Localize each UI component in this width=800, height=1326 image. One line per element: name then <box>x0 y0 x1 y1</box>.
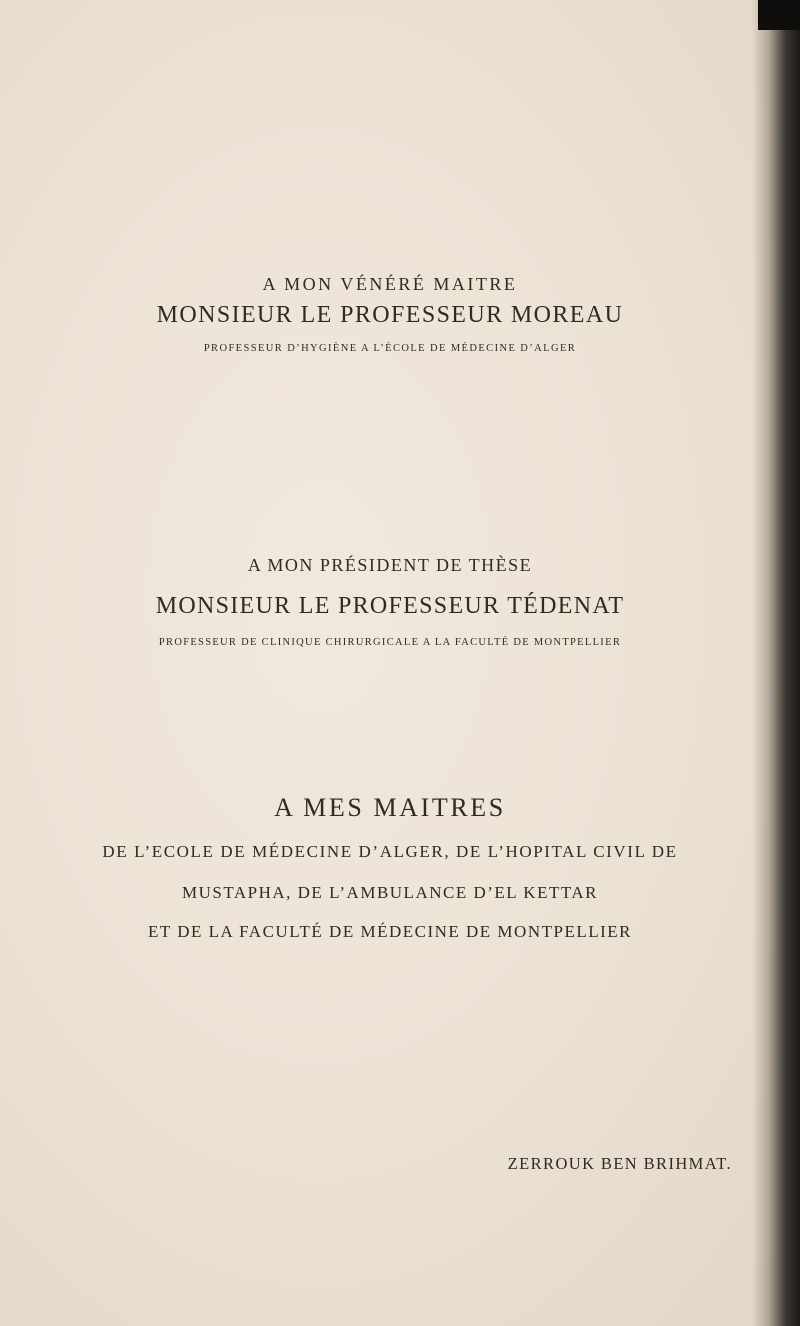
masters-line-3: ET DE LA FACULTÉ DE MÉDECINE DE MONTPELLIER <box>148 922 632 941</box>
mentor-title: PROFESSEUR D’HYGIÈNE A L’ÉCOLE DE MÉDECINE D’ALGER <box>203 343 577 354</box>
author-signature: ZERROUK BEN BRIHMAT. <box>507 1154 732 1173</box>
masters-line-1: DE L’ECOLE DE MÉDECINE D’ALGER, DE L’HOPITAL CIVIL DE <box>102 842 678 861</box>
author-signature-line <box>0 1154 770 1174</box>
president-name: MONSIEUR LE PROFESSEUR TÉDENAT <box>155 593 625 619</box>
masters-heading: A MES MAITRES <box>274 793 506 822</box>
mentor-name: MONSIEUR LE PROFESSEUR MOREAU <box>156 302 624 328</box>
president-title: PROFESSEUR DE CLINIQUE CHIRURGICALE A LA FACULTÉ DE MONTPELLIER <box>158 637 622 648</box>
book-spine-shadow <box>752 0 800 1326</box>
mentor-dedication: A MON VÉNÉRÉ MAITRE <box>262 274 518 294</box>
spine-corner <box>758 0 800 30</box>
president-dedication: A MON PRÉSIDENT DE THÈSE <box>247 555 533 575</box>
masters-line-2: MUSTAPHA, DE L’AMBULANCE D’EL KETTAR <box>182 883 598 902</box>
